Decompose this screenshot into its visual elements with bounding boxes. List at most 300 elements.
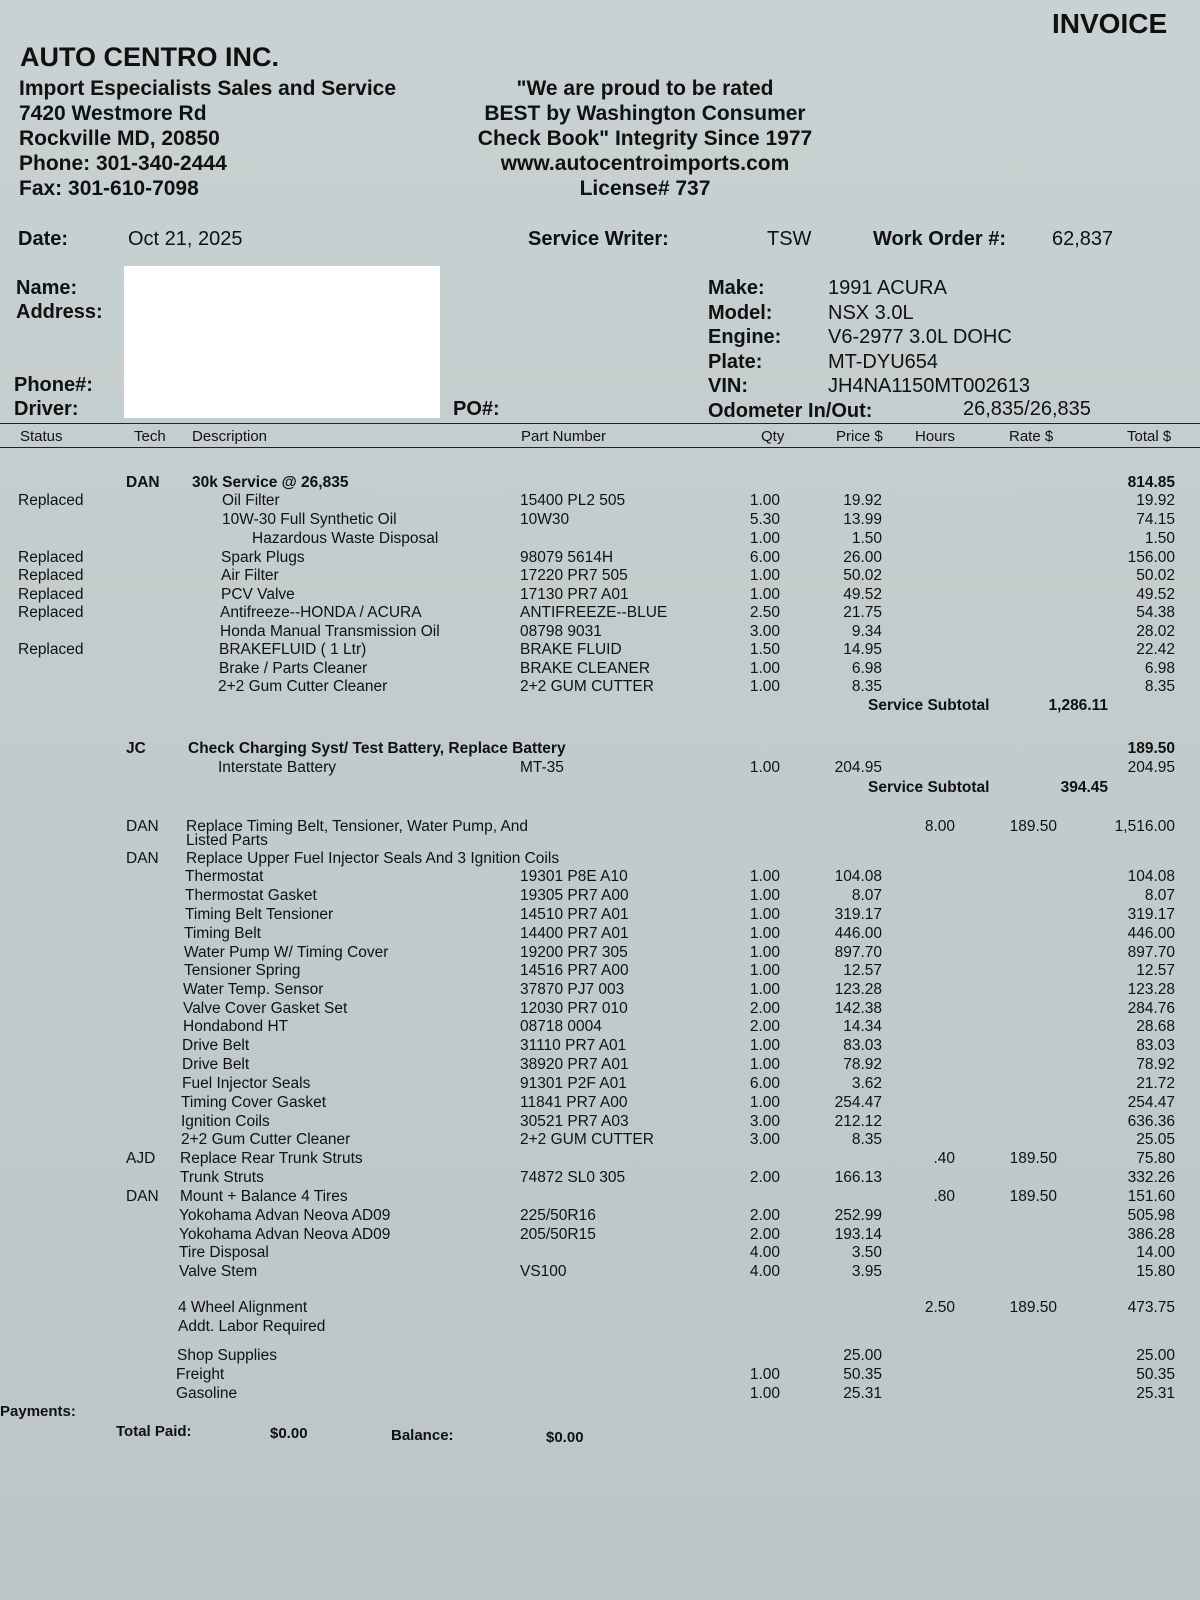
total-cell: 75.80 bbox=[1136, 1150, 1175, 1167]
description-cell: Hondabond HT bbox=[183, 1018, 289, 1035]
hours-cell: .80 bbox=[933, 1188, 955, 1205]
total-cell: 25.05 bbox=[1136, 1131, 1175, 1148]
description-cell: 2+2 Gum Cutter Cleaner bbox=[218, 678, 388, 695]
total-cell: 54.38 bbox=[1136, 604, 1175, 621]
part-number-cell: 2+2 GUM CUTTER bbox=[520, 1131, 654, 1148]
model-label: Model: bbox=[708, 301, 773, 324]
company-phone: Phone: 301-340-2444 bbox=[19, 152, 227, 175]
description-cell: Replace Rear Trunk Struts bbox=[180, 1150, 363, 1167]
part-number-cell: 31110 PR7 A01 bbox=[520, 1037, 627, 1054]
status-cell: Replaced bbox=[18, 549, 84, 566]
price-cell: 319.17 bbox=[834, 906, 882, 923]
col-hours: Hours bbox=[915, 428, 956, 445]
line-item-row bbox=[0, 868, 1200, 886]
total-paid-label: Total Paid: bbox=[116, 1423, 192, 1440]
description-cell: Timing Cover Gasket bbox=[181, 1094, 326, 1111]
line-item-row bbox=[0, 1037, 1200, 1055]
line-item-row bbox=[0, 1131, 1200, 1149]
qty-cell: 1.00 bbox=[749, 530, 780, 547]
qty-cell: 2.00 bbox=[749, 1169, 780, 1186]
price-cell: 1.50 bbox=[851, 530, 882, 547]
price-cell: 8.07 bbox=[851, 887, 882, 904]
redacted-customer-info bbox=[124, 266, 440, 418]
price-cell: 6.98 bbox=[851, 660, 882, 677]
line-item-row bbox=[0, 1018, 1200, 1036]
header-bottom-rule bbox=[0, 447, 1200, 448]
rate-cell: 189.50 bbox=[1009, 1150, 1057, 1167]
description-cell: Trunk Struts bbox=[180, 1169, 264, 1186]
line-item-row bbox=[0, 981, 1200, 999]
total-cell: 28.68 bbox=[1136, 1018, 1175, 1035]
total-cell: 50.35 bbox=[1136, 1366, 1175, 1383]
description-cell: Freight bbox=[176, 1366, 225, 1383]
total-cell: 123.28 bbox=[1127, 981, 1175, 998]
line-item-row bbox=[0, 604, 1200, 622]
plate-value: MT-DYU654 bbox=[828, 350, 939, 373]
col-total: Total $ bbox=[1127, 428, 1172, 445]
total-cell: 8.35 bbox=[1144, 678, 1175, 695]
status-cell: Replaced bbox=[18, 492, 84, 509]
description-cell: Yokohama Advan Neova AD09 bbox=[179, 1207, 391, 1224]
description-cell: Air Filter bbox=[221, 567, 279, 584]
part-number-cell: 38920 PR7 A01 bbox=[520, 1056, 629, 1073]
part-number-cell: BRAKE FLUID bbox=[520, 641, 622, 658]
part-number-cell: 14516 PR7 A00 bbox=[520, 962, 629, 979]
line-item-row bbox=[0, 1385, 1200, 1403]
line-item-row bbox=[0, 623, 1200, 641]
line-item-row bbox=[0, 887, 1200, 905]
tech-cell: DAN bbox=[126, 474, 160, 491]
qty-cell: 1.00 bbox=[749, 1385, 780, 1402]
qty-cell: 1.00 bbox=[749, 492, 780, 509]
phone-label: Phone#: bbox=[14, 374, 93, 396]
company-name: AUTO CENTRO INC. bbox=[20, 42, 280, 72]
description-cell: Tensioner Spring bbox=[184, 962, 301, 979]
price-cell: 252.99 bbox=[834, 1207, 882, 1224]
balance-value: $0.00 bbox=[546, 1429, 584, 1446]
make-value: 1991 ACURA bbox=[828, 277, 947, 299]
line-item-row bbox=[0, 1244, 1200, 1262]
price-cell: 142.38 bbox=[834, 1000, 882, 1017]
description-cell: Fuel Injector Seals bbox=[182, 1075, 311, 1092]
part-number-cell: MT-35 bbox=[520, 759, 564, 776]
price-cell: 49.52 bbox=[843, 586, 882, 603]
description-cell: Spark Plugs bbox=[221, 549, 305, 566]
part-number-cell: 2+2 GUM CUTTER bbox=[520, 678, 654, 695]
description-cell: 2+2 Gum Cutter Cleaner bbox=[181, 1131, 351, 1148]
company-street: 7420 Westmore Rd bbox=[19, 102, 207, 125]
company-fax: Fax: 301-610-7098 bbox=[19, 177, 199, 200]
qty-cell: 1.00 bbox=[749, 868, 780, 885]
invoice-title: INVOICE bbox=[1052, 8, 1168, 39]
total-cell: 505.98 bbox=[1127, 1207, 1175, 1224]
price-cell: 50.35 bbox=[843, 1366, 882, 1383]
description-cell: Check Charging Syst/ Test Battery, Replace Battery bbox=[188, 740, 566, 757]
qty-cell: 3.00 bbox=[749, 623, 780, 640]
total-cell: 151.60 bbox=[1127, 1188, 1175, 1205]
description-cell: PCV Valve bbox=[221, 586, 295, 603]
address-label: Address: bbox=[16, 301, 103, 323]
line-item-row bbox=[0, 1094, 1200, 1112]
license: License# 737 bbox=[579, 177, 711, 200]
work-order-value: 62,837 bbox=[1052, 228, 1114, 250]
part-number-cell: 98079 5614H bbox=[520, 549, 614, 566]
slogan-line: Check Book" Integrity Since 1977 bbox=[477, 127, 813, 150]
total-cell: 386.28 bbox=[1127, 1226, 1175, 1243]
description-cell: Valve Cover Gasket Set bbox=[183, 1000, 348, 1017]
qty-cell: 1.00 bbox=[749, 962, 780, 979]
description-cell: Valve Stem bbox=[179, 1263, 258, 1280]
description-cell: Oil Filter bbox=[222, 492, 280, 509]
work-order-label: Work Order #: bbox=[873, 228, 1006, 250]
vin-label: VIN: bbox=[708, 375, 748, 397]
rate-cell: 189.50 bbox=[1009, 1299, 1057, 1316]
total-cell: 156.00 bbox=[1127, 549, 1175, 566]
line-item-row bbox=[0, 530, 1200, 548]
part-number-cell: 19200 PR7 305 bbox=[520, 944, 628, 961]
description-cell: Mount + Balance 4 Tires bbox=[180, 1188, 348, 1205]
total-cell: 1,516.00 bbox=[1114, 818, 1175, 835]
line-item-row bbox=[0, 474, 1200, 492]
qty-cell: 1.00 bbox=[749, 1366, 780, 1383]
description-cell: Thermostat bbox=[185, 868, 264, 885]
part-number-cell: 91301 P2F A01 bbox=[520, 1075, 627, 1092]
part-number-cell: ANTIFREEZE--BLUE bbox=[520, 604, 668, 621]
line-item-row bbox=[0, 678, 1200, 696]
line-item-row bbox=[0, 511, 1200, 529]
price-cell: 897.70 bbox=[834, 944, 882, 961]
qty-cell: 1.00 bbox=[749, 981, 780, 998]
price-cell: 25.31 bbox=[843, 1385, 882, 1402]
price-cell: 3.50 bbox=[851, 1244, 882, 1261]
description-cell: Replace Upper Fuel Injector Seals And 3 Ignition Coils bbox=[186, 850, 560, 867]
part-number-cell: 19305 PR7 A00 bbox=[520, 887, 629, 904]
status-cell: Replaced bbox=[18, 641, 84, 658]
qty-cell: 1.00 bbox=[749, 925, 780, 942]
hours-cell: 2.50 bbox=[924, 1299, 955, 1316]
description-cell: 10W-30 Full Synthetic Oil bbox=[222, 511, 397, 528]
description-cell: BRAKEFLUID ( 1 Ltr) bbox=[219, 641, 367, 658]
description-cell: Timing Belt bbox=[184, 925, 261, 942]
total-cell: 897.70 bbox=[1127, 944, 1175, 961]
qty-cell: 2.00 bbox=[749, 1226, 780, 1243]
description-cell: 4 Wheel Alignment bbox=[178, 1299, 308, 1316]
price-cell: 166.13 bbox=[834, 1169, 882, 1186]
qty-cell: 2.50 bbox=[749, 604, 780, 621]
balance-label: Balance: bbox=[391, 1427, 454, 1444]
service-writer-label: Service Writer: bbox=[528, 228, 669, 250]
line-item-row bbox=[0, 850, 1200, 868]
price-cell: 83.03 bbox=[843, 1037, 882, 1054]
total-cell: 254.47 bbox=[1127, 1094, 1175, 1111]
price-cell: 21.75 bbox=[843, 604, 882, 621]
line-item-row bbox=[0, 740, 1200, 758]
total-cell: 332.26 bbox=[1127, 1169, 1175, 1186]
total-cell: 74.15 bbox=[1136, 511, 1175, 528]
total-paid-value: $0.00 bbox=[270, 1425, 308, 1442]
vin-value: JH4NA1150MT002613 bbox=[828, 375, 1030, 397]
price-cell: 254.47 bbox=[834, 1094, 882, 1111]
line-item-row bbox=[0, 1347, 1200, 1365]
part-number-cell: 10W30 bbox=[520, 511, 570, 528]
tech-cell: DAN bbox=[126, 1188, 159, 1205]
line-item-row bbox=[0, 1299, 1200, 1317]
engine-value: V6-2977 3.0L DOHC bbox=[828, 326, 1012, 348]
col-status: Status bbox=[20, 428, 63, 445]
price-cell: 12.57 bbox=[843, 962, 882, 979]
price-cell: 14.34 bbox=[843, 1018, 882, 1035]
total-cell: 19.92 bbox=[1136, 492, 1175, 509]
plate-label: Plate: bbox=[708, 350, 763, 373]
company-city: Rockville MD, 20850 bbox=[19, 127, 220, 150]
tech-cell: JC bbox=[126, 740, 146, 757]
part-number-cell: 74872 SL0 305 bbox=[520, 1169, 626, 1186]
line-item-row bbox=[0, 492, 1200, 510]
line-item-row bbox=[0, 832, 1200, 850]
qty-cell: 3.00 bbox=[749, 1113, 780, 1130]
service-subtotal-label: Service Subtotal bbox=[868, 779, 990, 796]
part-number-cell: 205/50R15 bbox=[520, 1226, 596, 1243]
model-value: NSX 3.0L bbox=[828, 301, 914, 324]
line-item-row bbox=[0, 925, 1200, 943]
total-cell: 636.36 bbox=[1127, 1113, 1175, 1130]
service-subtotal-label: Service Subtotal bbox=[868, 697, 990, 714]
description-cell: Hazardous Waste Disposal bbox=[252, 530, 439, 547]
part-number-cell: 17130 PR7 A01 bbox=[520, 586, 629, 603]
tech-cell: DAN bbox=[126, 850, 159, 867]
qty-cell: 2.00 bbox=[749, 1000, 780, 1017]
description-cell: Drive Belt bbox=[182, 1056, 250, 1073]
line-item-row bbox=[0, 1150, 1200, 1168]
total-cell: 83.03 bbox=[1136, 1037, 1175, 1054]
total-cell: 8.07 bbox=[1144, 887, 1175, 904]
description-cell: Thermostat Gasket bbox=[185, 887, 317, 904]
service-subtotal-row bbox=[0, 779, 1200, 797]
qty-cell: 1.00 bbox=[749, 759, 780, 776]
col-rate: Rate $ bbox=[1009, 428, 1054, 445]
part-number-cell: 11841 PR7 A00 bbox=[520, 1094, 628, 1111]
price-cell: 193.14 bbox=[834, 1226, 882, 1243]
total-cell: 50.02 bbox=[1136, 567, 1175, 584]
price-cell: 3.95 bbox=[851, 1263, 882, 1280]
qty-cell: 1.00 bbox=[749, 660, 780, 677]
part-number-cell: 17220 PR7 505 bbox=[520, 567, 628, 584]
slogan-line: "We are proud to be rated bbox=[516, 77, 774, 100]
qty-cell: 1.50 bbox=[749, 641, 780, 658]
line-item-row bbox=[0, 944, 1200, 962]
driver-label: Driver: bbox=[14, 398, 79, 420]
line-item-row bbox=[0, 1226, 1200, 1244]
line-item-row bbox=[0, 1263, 1200, 1281]
qty-cell: 1.00 bbox=[749, 678, 780, 695]
make-label: Make: bbox=[708, 277, 765, 299]
description-cell: Yokohama Advan Neova AD09 bbox=[179, 1226, 391, 1243]
service-subtotal-row bbox=[0, 697, 1200, 715]
qty-cell: 6.00 bbox=[749, 549, 780, 566]
line-item-row bbox=[0, 549, 1200, 567]
price-cell: 26.00 bbox=[843, 549, 882, 566]
qty-cell: 1.00 bbox=[749, 1094, 780, 1111]
price-cell: 123.28 bbox=[834, 981, 882, 998]
engine-label: Engine: bbox=[708, 326, 782, 348]
total-cell: 28.02 bbox=[1136, 623, 1175, 640]
description-cell: Listed Parts bbox=[186, 832, 268, 849]
part-number-cell: 14400 PR7 A01 bbox=[520, 925, 629, 942]
total-cell: 49.52 bbox=[1136, 586, 1175, 603]
price-cell: 9.34 bbox=[851, 623, 882, 640]
description-cell: Drive Belt bbox=[182, 1037, 250, 1054]
description-cell: Shop Supplies bbox=[177, 1347, 277, 1364]
price-cell: 8.35 bbox=[851, 678, 882, 695]
description-cell: Addt. Labor Required bbox=[178, 1318, 326, 1335]
part-number-cell: 37870 PJ7 003 bbox=[520, 981, 625, 998]
price-cell: 50.02 bbox=[843, 567, 882, 584]
col-tech: Tech bbox=[134, 428, 166, 445]
part-number-cell: 15400 PL2 505 bbox=[520, 492, 626, 509]
line-item-row bbox=[0, 1075, 1200, 1093]
line-item-row bbox=[0, 1207, 1200, 1225]
part-number-cell: 08718 0004 bbox=[520, 1018, 602, 1035]
line-item-row bbox=[0, 1188, 1200, 1206]
slogan bbox=[475, 76, 815, 201]
line-item-row bbox=[0, 759, 1200, 777]
rate-cell: 189.50 bbox=[1009, 818, 1057, 835]
payments-label: Payments: bbox=[0, 1403, 76, 1420]
description-cell: Antifreeze--HONDA / ACURA bbox=[220, 604, 422, 621]
part-number-cell: 08798 9031 bbox=[520, 623, 602, 640]
qty-cell: 4.00 bbox=[749, 1244, 780, 1261]
line-item-row bbox=[0, 1318, 1200, 1336]
total-cell: 15.80 bbox=[1136, 1263, 1175, 1280]
price-cell: 204.95 bbox=[834, 759, 882, 776]
vehicle-values bbox=[828, 276, 1030, 399]
line-item-row bbox=[0, 1113, 1200, 1131]
status-cell: Replaced bbox=[18, 567, 84, 584]
line-item-row bbox=[0, 1169, 1200, 1187]
total-cell: 814.85 bbox=[1127, 474, 1175, 491]
description-cell: Water Temp. Sensor bbox=[183, 981, 324, 998]
po-label: PO#: bbox=[453, 398, 500, 420]
hours-cell: .40 bbox=[933, 1150, 955, 1167]
qty-cell: 4.00 bbox=[749, 1263, 780, 1280]
price-cell: 25.00 bbox=[843, 1347, 882, 1364]
description-cell: Water Pump W/ Timing Cover bbox=[184, 944, 389, 961]
total-cell: 104.08 bbox=[1127, 868, 1175, 885]
price-cell: 446.00 bbox=[834, 925, 882, 942]
slogan-line: BEST by Washington Consumer bbox=[484, 102, 806, 125]
status-cell: Replaced bbox=[18, 604, 84, 621]
date-label: Date: bbox=[18, 228, 69, 250]
service-writer-value: TSW bbox=[767, 228, 812, 250]
line-item-row bbox=[0, 586, 1200, 604]
qty-cell: 1.00 bbox=[749, 944, 780, 961]
part-number-cell: 30521 PR7 A03 bbox=[520, 1113, 629, 1130]
part-number-cell: 12030 PR7 010 bbox=[520, 1000, 628, 1017]
total-cell: 14.00 bbox=[1136, 1244, 1175, 1261]
total-cell: 22.42 bbox=[1136, 641, 1175, 658]
total-cell: 78.92 bbox=[1136, 1056, 1175, 1073]
price-cell: 19.92 bbox=[843, 492, 882, 509]
price-cell: 8.35 bbox=[851, 1131, 882, 1148]
price-cell: 78.92 bbox=[843, 1056, 882, 1073]
service-subtotal-value: 1,286.11 bbox=[1048, 697, 1108, 714]
qty-cell: 2.00 bbox=[749, 1207, 780, 1224]
name-label: Name: bbox=[16, 277, 78, 299]
price-cell: 212.12 bbox=[834, 1113, 882, 1130]
status-cell: Replaced bbox=[18, 586, 84, 603]
total-cell: 189.50 bbox=[1127, 740, 1175, 757]
description-cell: Gasoline bbox=[176, 1385, 238, 1402]
qty-cell: 1.00 bbox=[749, 887, 780, 904]
qty-cell: 2.00 bbox=[749, 1018, 780, 1035]
part-number-cell: 225/50R16 bbox=[520, 1207, 596, 1224]
total-cell: 319.17 bbox=[1127, 906, 1175, 923]
description-cell: Replace Timing Belt, Tensioner, Water Pump, And bbox=[186, 818, 529, 835]
line-item-row bbox=[0, 1000, 1200, 1018]
odometer-label: Odometer In/Out: bbox=[708, 399, 873, 422]
description-cell: Timing Belt Tensioner bbox=[185, 906, 334, 923]
total-cell: 446.00 bbox=[1127, 925, 1175, 942]
total-cell: 1.50 bbox=[1144, 530, 1175, 547]
description-cell: 30k Service @ 26,835 bbox=[192, 474, 349, 491]
qty-cell: 1.00 bbox=[749, 586, 780, 603]
qty-cell: 5.30 bbox=[749, 511, 780, 528]
line-item-row bbox=[0, 906, 1200, 924]
description-cell: Tire Disposal bbox=[179, 1244, 269, 1261]
company-tagline: Import Especialists Sales and Service bbox=[19, 77, 397, 100]
qty-cell: 1.00 bbox=[749, 1056, 780, 1073]
total-cell: 284.76 bbox=[1127, 1000, 1175, 1017]
line-item-row bbox=[0, 567, 1200, 585]
total-cell: 473.75 bbox=[1127, 1299, 1175, 1316]
col-qty: Qty bbox=[761, 428, 785, 445]
price-cell: 104.08 bbox=[834, 868, 882, 885]
price-cell: 3.62 bbox=[851, 1075, 882, 1092]
odometer-value: 26,835/26,835 bbox=[963, 398, 1091, 420]
price-cell: 13.99 bbox=[843, 511, 882, 528]
description-cell: Brake / Parts Cleaner bbox=[219, 660, 368, 677]
tech-cell: DAN bbox=[126, 818, 159, 835]
description-cell: Interstate Battery bbox=[218, 759, 337, 776]
line-item-row bbox=[0, 1056, 1200, 1074]
qty-cell: 3.00 bbox=[749, 1131, 780, 1148]
total-cell: 21.72 bbox=[1136, 1075, 1175, 1092]
part-number-cell: BRAKE CLEANER bbox=[520, 660, 651, 677]
description-cell: Honda Manual Transmission Oil bbox=[220, 623, 440, 640]
line-item-row bbox=[0, 962, 1200, 980]
col-part-number: Part Number bbox=[521, 428, 607, 445]
total-cell: 204.95 bbox=[1127, 759, 1175, 776]
line-item-row bbox=[0, 660, 1200, 678]
total-cell: 12.57 bbox=[1136, 962, 1175, 979]
qty-cell: 6.00 bbox=[749, 1075, 780, 1092]
total-cell: 25.00 bbox=[1136, 1347, 1175, 1364]
service-subtotal-value: 394.45 bbox=[1060, 779, 1108, 796]
total-cell: 6.98 bbox=[1144, 660, 1175, 677]
qty-cell: 1.00 bbox=[749, 1037, 780, 1054]
hours-cell: 8.00 bbox=[924, 818, 955, 835]
part-number-cell: 14510 PR7 A01 bbox=[520, 906, 629, 923]
rate-cell: 189.50 bbox=[1009, 1188, 1057, 1205]
col-description: Description bbox=[192, 428, 268, 445]
line-item-row bbox=[0, 1366, 1200, 1384]
qty-cell: 1.00 bbox=[749, 906, 780, 923]
tech-cell: AJD bbox=[126, 1150, 156, 1167]
website: www.autocentroimports.com bbox=[500, 152, 790, 175]
date-value: Oct 21, 2025 bbox=[128, 228, 243, 250]
col-price: Price $ bbox=[836, 428, 883, 445]
part-number-cell: 19301 P8E A10 bbox=[520, 868, 628, 885]
